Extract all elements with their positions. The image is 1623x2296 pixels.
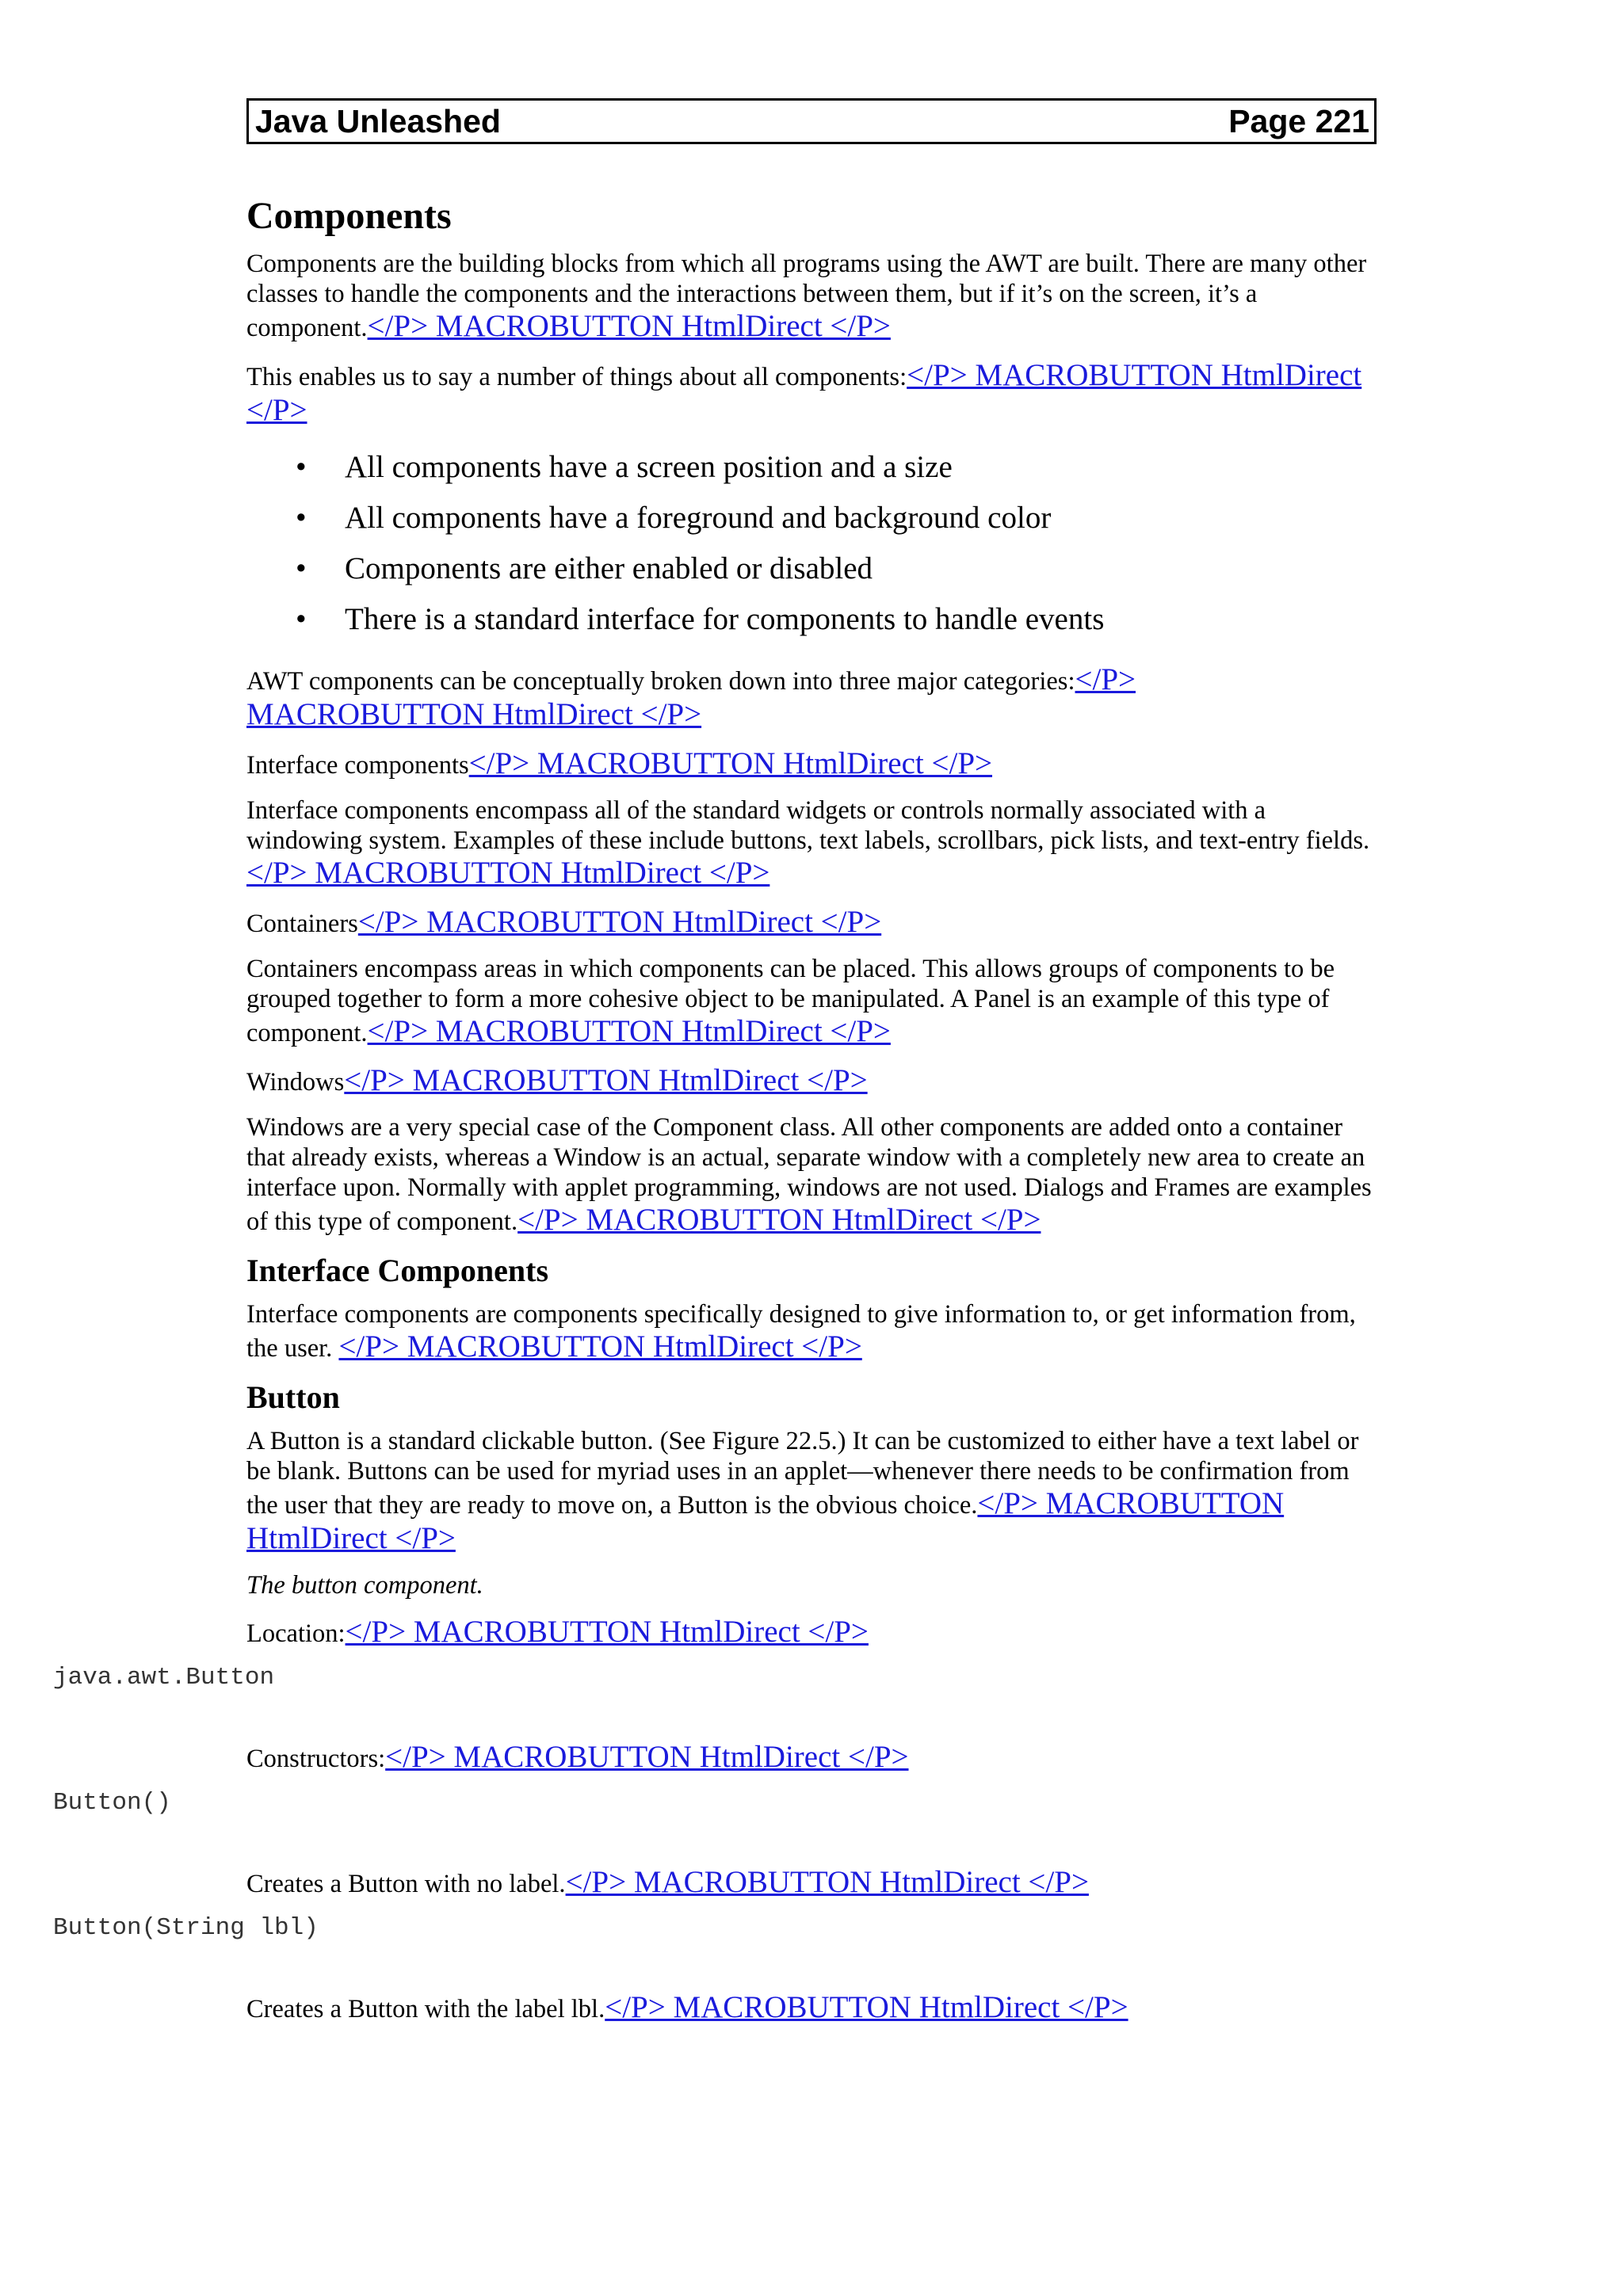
macrobutton-link[interactable]: </P> MACROBUTTON HtmlDirect </P> [246, 855, 770, 890]
code-constructor-default: Button() [53, 1788, 171, 1817]
bullet-icon: • [296, 601, 307, 636]
paragraph-components-intro [246, 249, 1380, 344]
macrobutton-link[interactable]: </P> MACROBUTTON HtmlDirect </P> [246, 357, 1362, 427]
paragraph-text: A Button is a standard clickable button. (See Figure 22.5.) It can be customized to either have a text label or be blank. Buttons can be used for myriad uses in an applet—whenever there needs to be confirmation from the user that they are ready to move on, a Button is the obvious choice. [246, 1426, 1359, 1520]
macrobutton-link[interactable]: </P> MACROBUTTON HtmlDirect </P> [367, 308, 891, 343]
paragraph-text: This enables us to say a number of things about all components: [246, 362, 907, 391]
paragraph-text: Creates a Button with the label lbl. [246, 1994, 605, 2023]
paragraph-text: Interface components [246, 750, 469, 780]
macrobutton-link[interactable]: </P> MACROBUTTON HtmlDirect </P> [246, 662, 1136, 731]
paragraph-text: AWT components can be conceptually broken down into three major categories: [246, 666, 1075, 696]
figure-caption: The button component. [246, 1570, 483, 1600]
paragraph-text: Interface components are components specifically designed to give information to, or get information from, the user. [246, 1299, 1356, 1363]
macrobutton-link[interactable]: </P> MACROBUTTON HtmlDirect </P> [385, 1739, 909, 1774]
macrobutton-link[interactable]: </P> MACROBUTTON HtmlDirect </P> [246, 1486, 1285, 1555]
macrobutton-link[interactable]: </P> MACROBUTTON HtmlDirect </P> [344, 1062, 868, 1097]
bullet-icon: • [296, 500, 307, 535]
macrobutton-link[interactable]: </P> MACROBUTTON HtmlDirect </P> [367, 1013, 891, 1048]
paragraph-enables [246, 358, 1380, 428]
macrobutton-link[interactable]: </P> MACROBUTTON HtmlDirect </P> [338, 1329, 862, 1363]
code-constructor-label: Button(String lbl) [53, 1913, 319, 1942]
list-item: • Components are either enabled or disabled [246, 543, 1380, 594]
paragraph-text: Interface components encompass all of the standard widgets or controls normally associated with a windowing system. Examples of these include buttons, text labels, scrollbars, pick lists, and text-entry fields. [246, 795, 1370, 855]
paragraph-categories [246, 662, 1380, 732]
list-item: • There is a standard interface for components to handle events [246, 594, 1380, 645]
paragraph-text: Creates a Button with no label. [246, 1869, 566, 1898]
paragraph-button [246, 1426, 1380, 1556]
paragraph-text: Location: [246, 1619, 346, 1648]
paragraph-text: Containers encompass areas in which components can be placed. This allows groups of components to be grouped together to form a more cohesive object to be manipulated. A Panel is an example of this type of component. [246, 954, 1335, 1047]
macrobutton-link[interactable]: </P> MACROBUTTON HtmlDirect </P> [468, 746, 993, 780]
code-class-name: java.awt.Button [53, 1663, 275, 1691]
paragraph-interface-intro [246, 1299, 1380, 1364]
paragraph-text: Constructors: [246, 1744, 386, 1773]
macrobutton-link[interactable]: </P> MACROBUTTON HtmlDirect </P> [345, 1614, 869, 1649]
paragraph-windows-label [246, 1063, 1380, 1098]
page-number: Page 221 [1228, 102, 1369, 139]
macrobutton-link[interactable]: </P> MACROBUTTON HtmlDirect </P> [565, 1864, 1089, 1899]
paragraph-text: Containers [246, 909, 358, 938]
interface-components-heading: Interface Components [246, 1252, 549, 1288]
list-item: • All components have a foreground and background color [246, 493, 1380, 543]
paragraph-constructors [246, 1740, 1380, 1775]
page-header [246, 98, 1377, 144]
paragraph-text: Windows are a very special case of the Component class. All other components are added onto a container that already exists, whereas a Window is an actual, separate window with a completely new area to create an interface upon. Normally with applet programming, windows are not used. Dialogs and Frames are examples of this type of component. [246, 1112, 1372, 1236]
paragraph-containers [246, 954, 1380, 1049]
book-title: Java Unleashed [255, 102, 501, 139]
macrobutton-link[interactable]: </P> MACROBUTTON HtmlDirect </P> [605, 1989, 1128, 2024]
macrobutton-link[interactable]: </P> MACROBUTTON HtmlDirect </P> [517, 1202, 1041, 1237]
paragraph-text: Components are the building blocks from which all programs using the AWT are built. There are many other classes to handle the components and the interactions between them, but if it’s on the screen, it’s a component. [246, 249, 1367, 342]
page-content [53, 193, 1380, 2039]
paragraph-interface-components-label [246, 746, 1380, 781]
macrobutton-link[interactable]: </P> MACROBUTTON HtmlDirect </P> [357, 904, 882, 939]
paragraph-containers-label [246, 905, 1380, 940]
component-properties-list [246, 442, 1380, 645]
bullet-icon: • [296, 551, 307, 585]
list-item: • All components have a screen position and a size [246, 442, 1380, 493]
paragraph-windows [246, 1112, 1380, 1238]
bullet-icon: • [296, 449, 307, 484]
paragraph-interface-components [246, 795, 1380, 891]
button-heading: Button [246, 1379, 340, 1415]
components-heading: Components [246, 195, 452, 237]
paragraph-with-label [246, 1990, 1380, 2025]
paragraph-text: Windows [246, 1067, 345, 1097]
paragraph-no-label [246, 1865, 1380, 1900]
paragraph-location [246, 1615, 1380, 1650]
